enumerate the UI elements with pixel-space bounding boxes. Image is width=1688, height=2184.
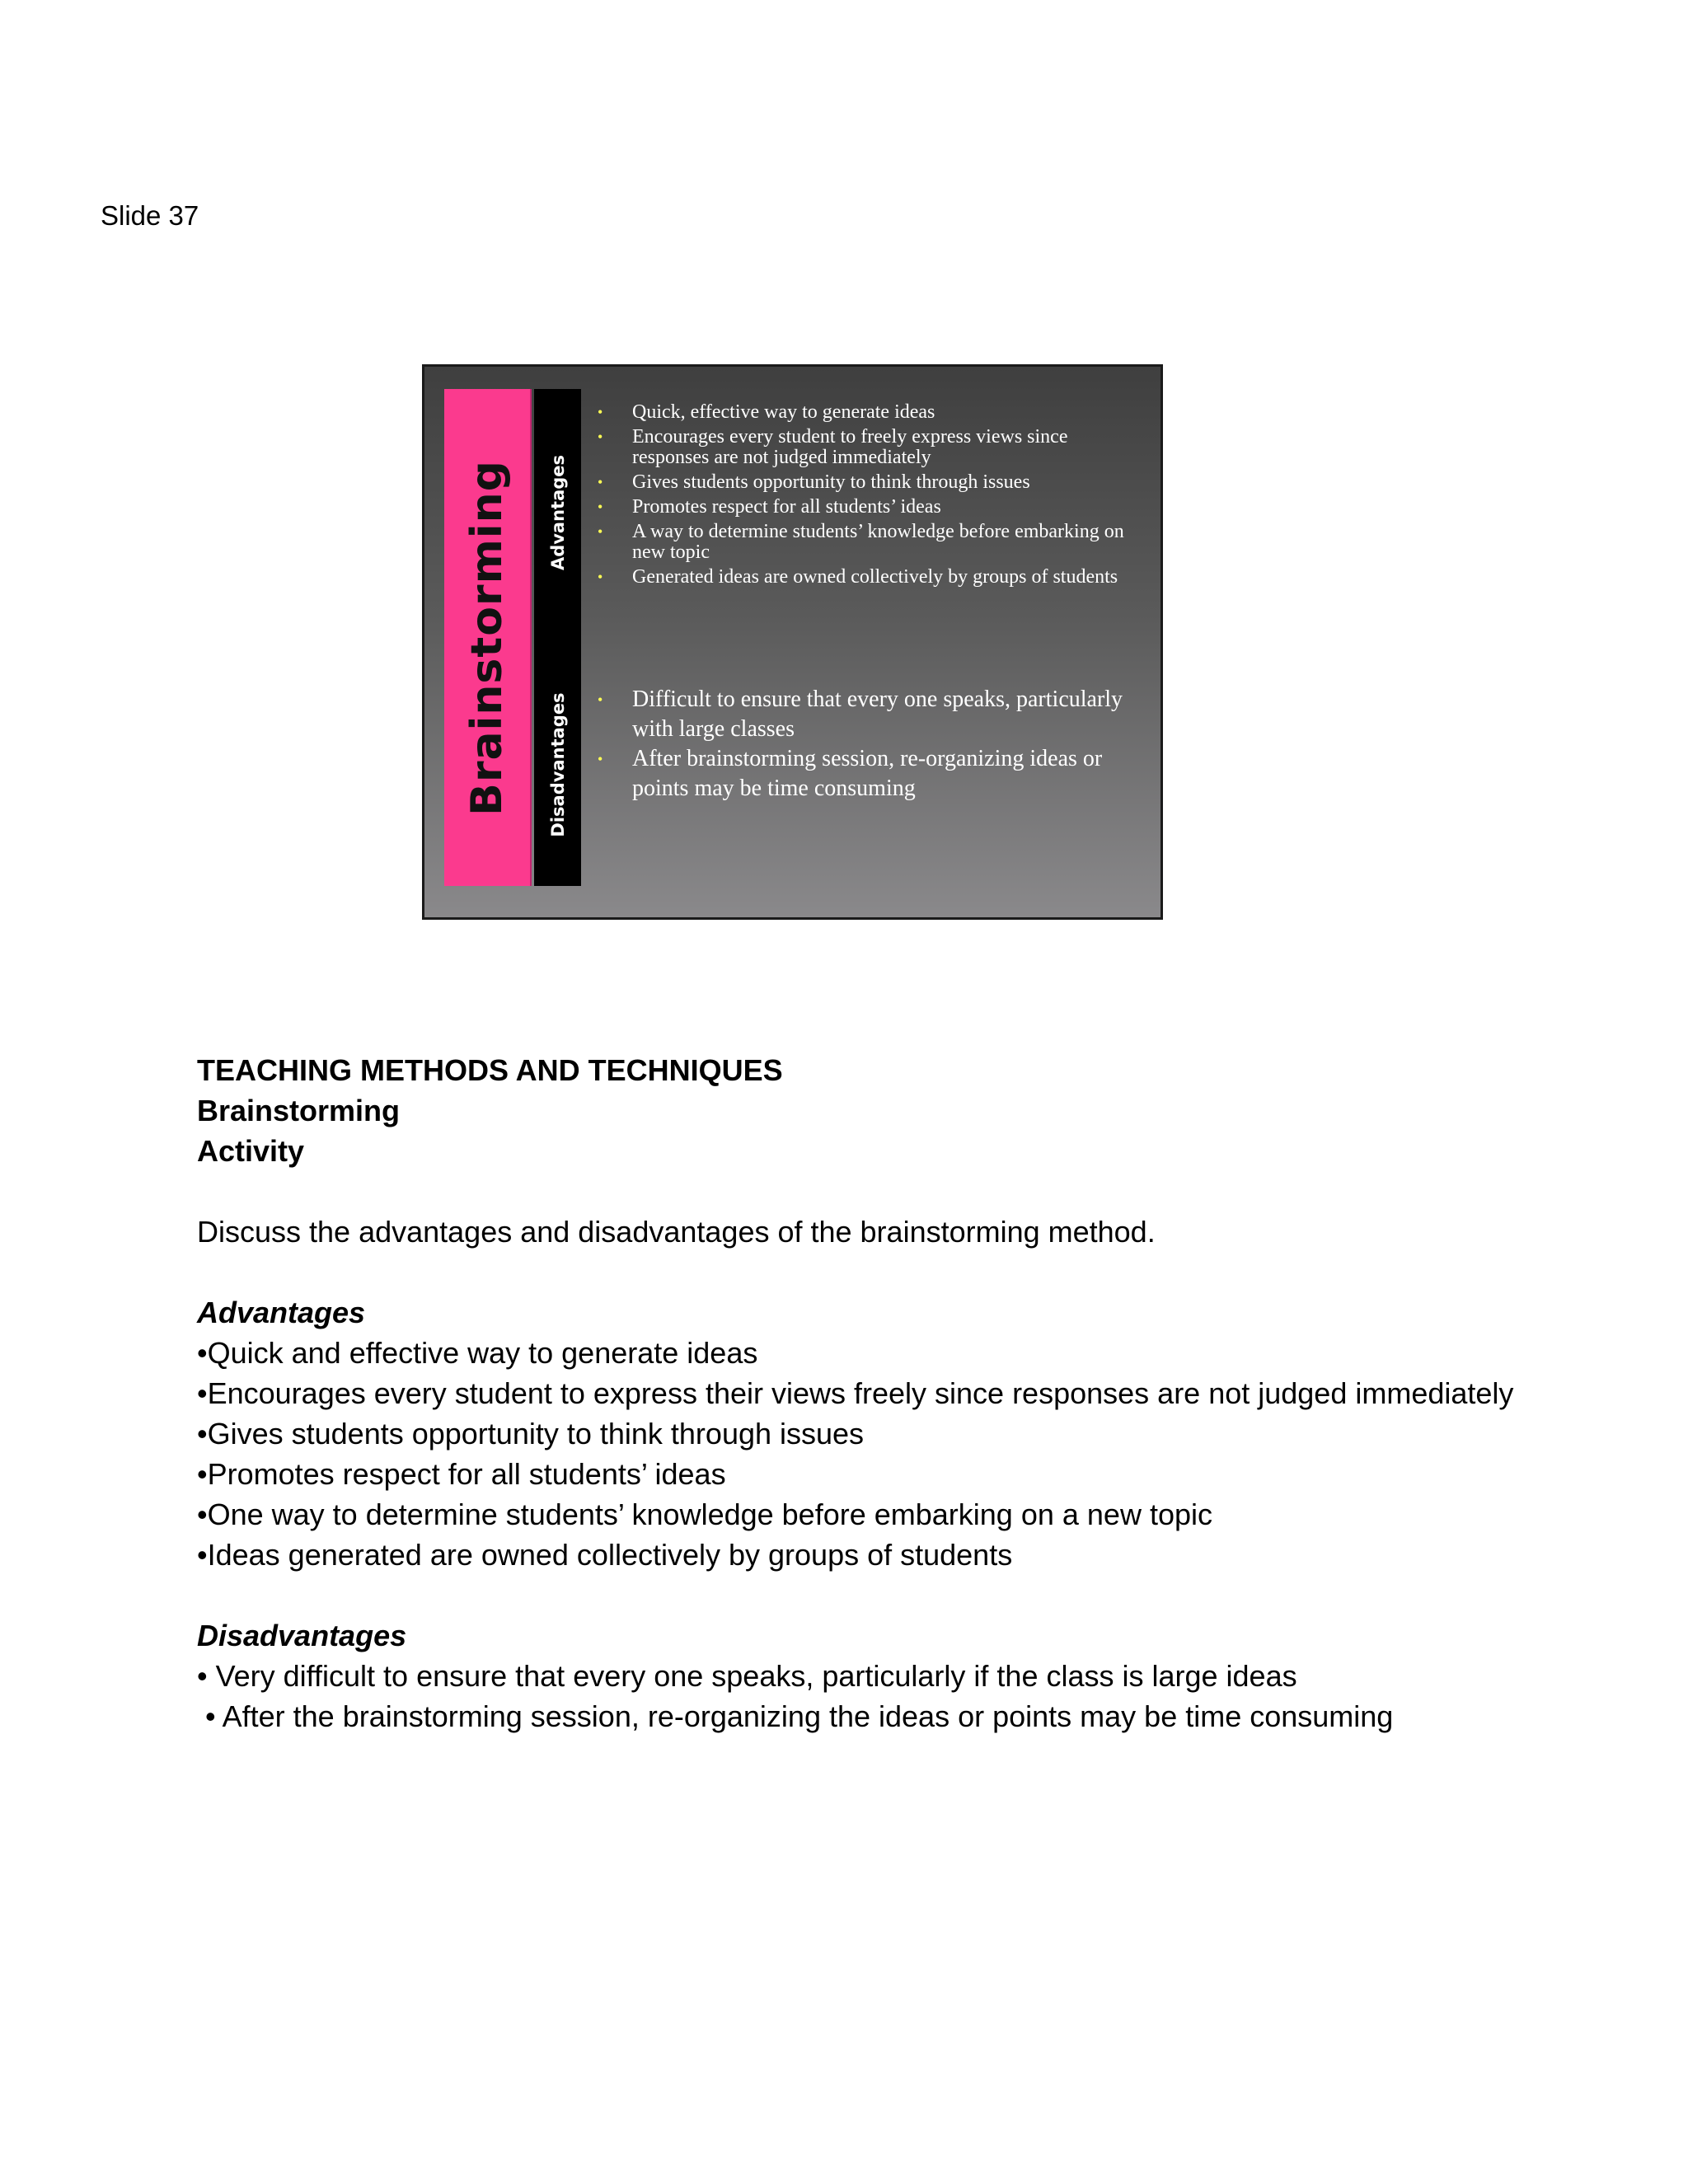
list-item: •Encourages every student to express their views freely since responses are not judged immediately [197,1376,1514,1410]
speaker-notes [197,1050,1557,1736]
list-item: • A way to determine students’ knowledge before embarking on new topic [598,522,1142,563]
slide-title: Brainstorming [462,459,512,816]
list-item: •Promotes respect for all students’ ideas [197,1457,726,1491]
slide-disadvantages-list [598,685,1142,804]
list-item: •Ideas generated are owned collectively by groups of students [197,1538,1013,1572]
slide-thumbnail [422,364,1163,920]
list-item: • After brainstorming session, re-organizing ideas or points may be time consuming [598,744,1142,804]
notes-heading-course: TEACHING METHODS AND TECHNIQUES [197,1053,783,1087]
list-item: •One way to determine students’ knowledge before embarking on a new topic [197,1497,1212,1531]
list-item: • Very difficult to ensure that every one speaks, particularly if the class is large ideas [197,1659,1297,1693]
notes-disadvantages-heading: Disadvantages [197,1619,407,1652]
disadvantages-label: Disadvantages [547,692,568,837]
list-item: •Quick and effective way to generate ideas [197,1336,758,1370]
list-item: • Gives students opportunity to think through issues [598,472,1142,493]
slide-number: Slide 37 [101,200,199,231]
list-item: • Generated ideas are owned collectively by groups of students [598,567,1142,588]
list-item: • Difficult to ensure that every one speaks, particularly with large classes [598,685,1142,744]
notes-heading-activity: Activity [197,1134,305,1168]
list-item: • After the brainstorming session, re-organizing the ideas or points may be time consuming [197,1699,1394,1733]
notes-advantages-heading: Advantages [197,1296,366,1329]
section-bar [534,389,581,886]
list-item: • Promotes respect for all students’ ideas [598,497,1142,518]
title-bar [444,389,532,886]
list-item: •Gives students opportunity to think through issues [197,1417,865,1451]
advantages-label: Advantages [547,454,568,571]
notes-heading-topic: Brainstorming [197,1094,401,1127]
notes-prompt: Discuss the advantages and disadvantages of the brainstorming method. [197,1215,1156,1249]
list-item: • Quick, effective way to generate ideas [598,402,1142,423]
slide-advantages-list [598,402,1142,592]
list-item: • Encourages every student to freely express views since responses are not judged immediately [598,427,1142,468]
